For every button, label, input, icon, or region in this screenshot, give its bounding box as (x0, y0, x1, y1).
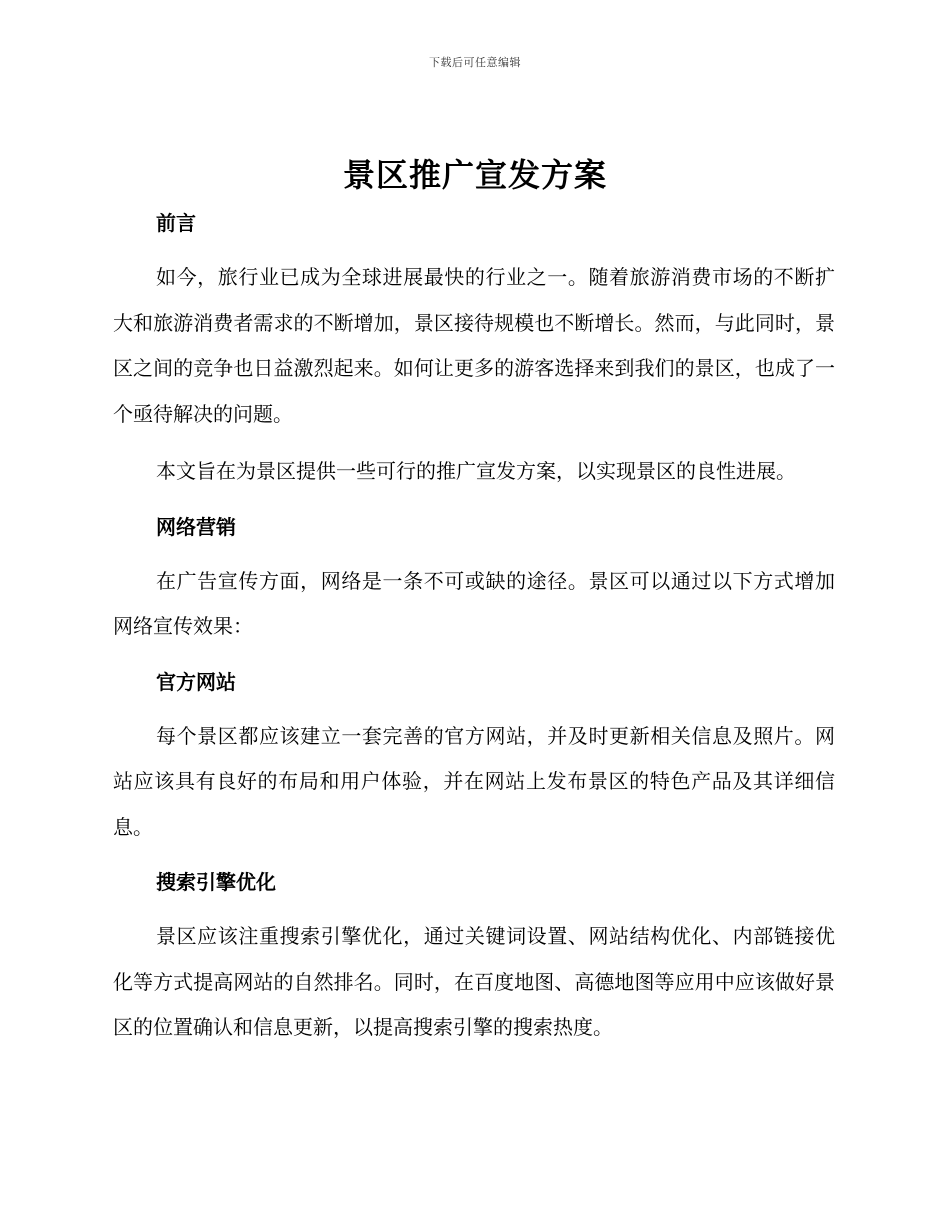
section-heading-preface: 前言 (156, 211, 196, 235)
paragraph-network-1: 在广告宣传方面，网络是一条不可或缺的途径。景区可以通过以下方式增加网络宣传效果： (113, 568, 835, 638)
header-note: 下载后可任意编辑 (429, 56, 521, 69)
paragraph-seo-1: 景区应该注重搜索引擎优化，通过关键词设置、网站结构优化、内部链接优化等方式提高网站的自然排名。同时，在百度地图、高德地图等应用中应该做好景区的位置确认和信息更新，以提高搜索引擎的搜索热度。 (113, 924, 835, 1039)
paragraph-preface-2: 本文旨在为景区提供一些可行的推广宣发方案，以实现景区的良性进展。 (156, 459, 796, 483)
section-heading-seo: 搜索引擎优化 (156, 870, 276, 894)
paragraph-website-1: 每个景区都应该建立一套完善的官方网站，并及时更新相关信息及照片。网站应该具有良好的布局和用户体验，并在网站上发布景区的特色产品及其详细信息。 (113, 723, 835, 839)
section-heading-website: 官方网站 (156, 669, 236, 694)
document-title: 景区推广宣发方案 (342, 156, 607, 194)
section-heading-network: 网络营销 (156, 514, 236, 539)
document-body (113, 203, 835, 1051)
paragraph-preface-1: 如今，旅行业已成为全球进展最快的行业之一。随着旅游消费市场的不断扩大和旅游消费者需求的不断增加，景区接待规模也不断增长。然而，与此同时，景区之间的竞争也日益激烈起来。如何让更多的游客选择来到我们的景区，也成了一个亟待解决的问题。 (113, 265, 835, 426)
